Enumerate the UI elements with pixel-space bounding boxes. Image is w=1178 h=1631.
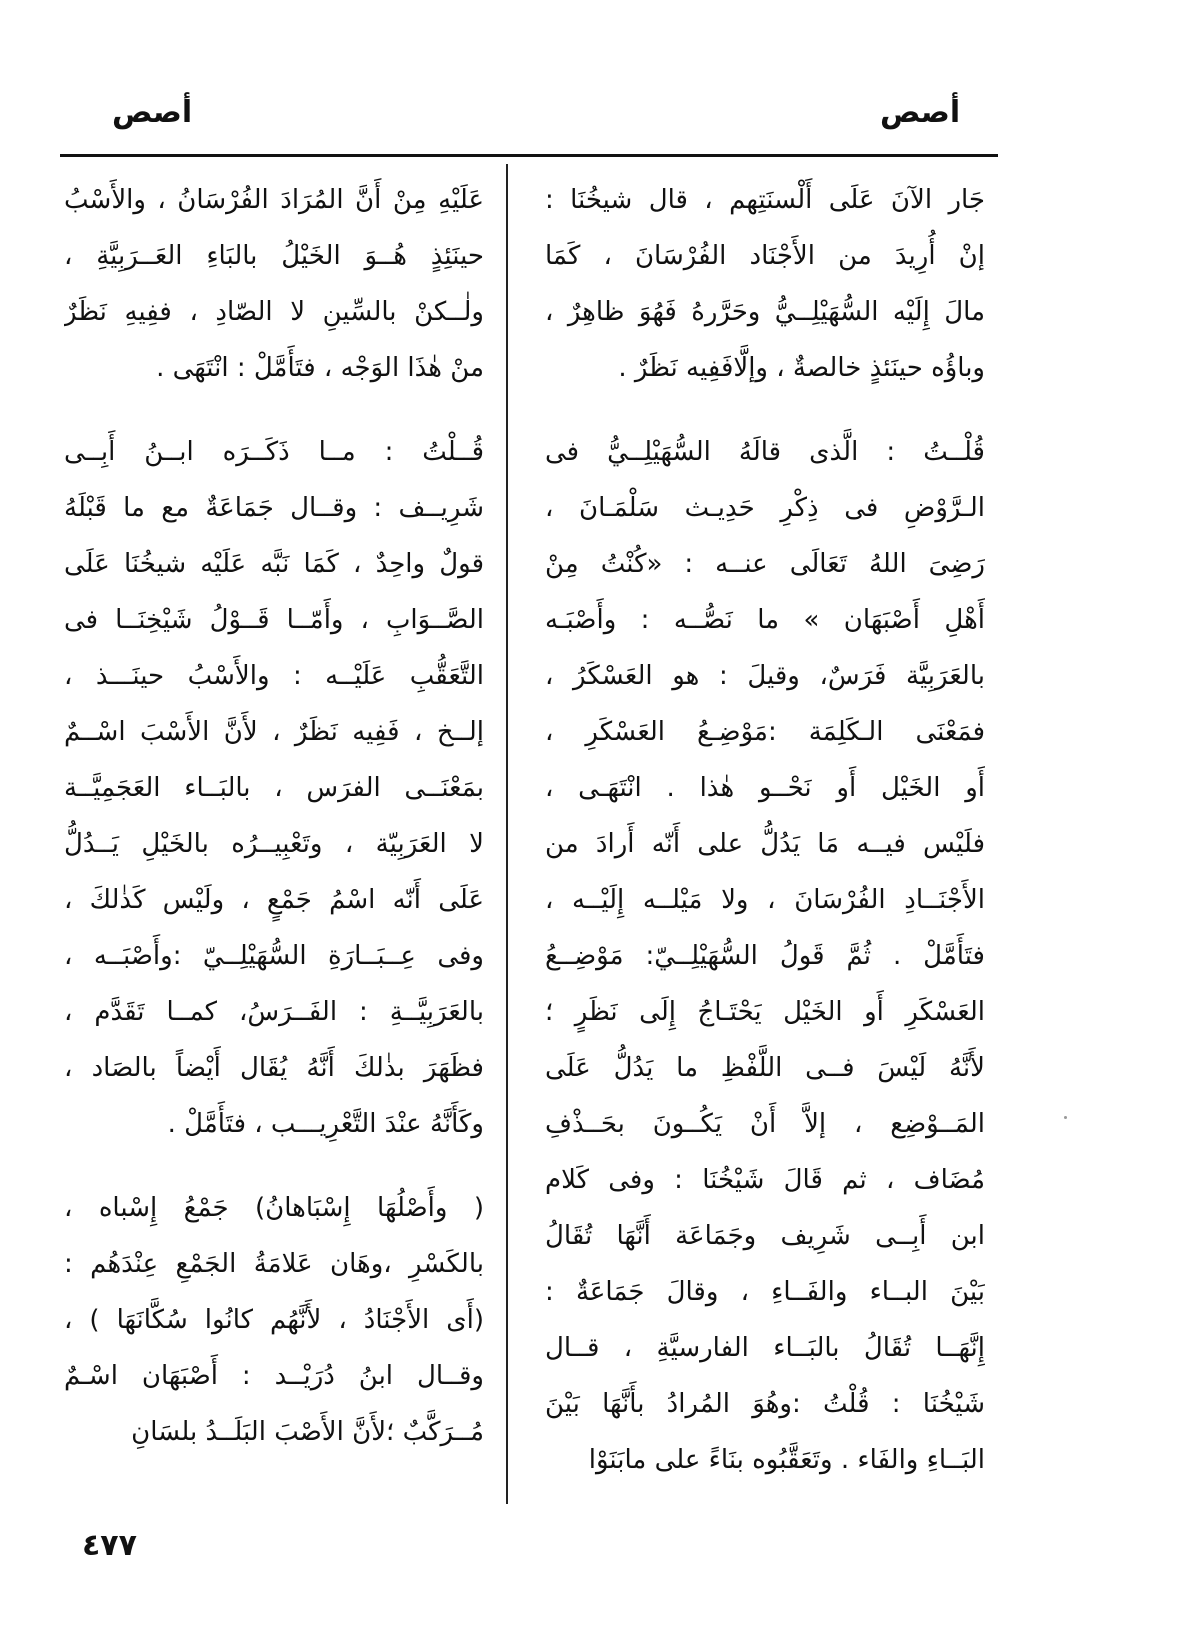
text-line: ابن أَبِــى شَرِيف وجَمَاعَة أَنَّهَا تُقَالُ bbox=[545, 1221, 985, 1251]
text-line: شَرِيــف : وقــال جَمَاعَةٌ مع ما قَبْلَهُ bbox=[64, 493, 484, 523]
text-line: المَــوْضِع ، إلاَّ أَنْ يَكُــونَ بحَــذْفِ bbox=[545, 1109, 985, 1139]
text-line: الصَّــوَابِ ، وأَمّــا قَــوْلُ شَيْخِنَــا فى bbox=[64, 605, 484, 635]
right-column bbox=[545, 172, 985, 1488]
text-line: البَــاءِ والفَاء . وتَعَقَّبُوه بنَاءً على مابَنَوْا bbox=[588, 1445, 985, 1475]
text-line: عَلَيْهِ مِنْ أَنَّ المُرَادَ الفُرْسَانُ ، والأَسْبُ bbox=[64, 185, 484, 215]
text-line: قولٌ واحِدٌ ، كَمَا نَبَّه عَلَيْه شيخُنَا عَلَى bbox=[64, 549, 484, 579]
text-line: منْ هٰذَا الوَجْه ، فتَأَمَّلْ : انْتَهَى . bbox=[156, 353, 484, 383]
text-line: بالعَرَبِيَّــةِ : الفَــرَسُ، كمــا تَقَدَّم ، bbox=[64, 997, 484, 1027]
paragraph-gap bbox=[64, 396, 484, 424]
text-line: بمَعْنَــى الفرَس ، بالبَــاء العَجَمِيَّــة bbox=[64, 773, 484, 803]
text-line: أَهْلِ أَصْبَهَان » ما نَصُّــه : وأَصْبَـه bbox=[545, 605, 985, 635]
text-line: (أَى الأَجْنَادُ ، لأَنَّهُم كانُوا سُكَّانَهَا ) ، bbox=[64, 1305, 484, 1335]
text-line: مالَ إِلَيْه السُّهَيْلِــيُّ وحَرَّرهُ فَهُوَ ظاهِرٌ ، bbox=[545, 297, 985, 327]
text-line: أَو الخَيْل أَو نَحْــو هٰذا . انْتَهَـى ، bbox=[545, 773, 985, 803]
text-line: وكَأَنَّهُ عنْدَ التَّعْرِيـــب ، فتَأَمَّلْ . bbox=[167, 1109, 484, 1139]
text-line: بالكَسْرِ ،وهَان عَلامَةُ الجَمْعِ عِنْدَهُم : bbox=[64, 1249, 484, 1279]
text-line: وباؤُه حينَئذٍ خالصةٌ ، وإلَّافَفِيه نَظَرٌ . bbox=[618, 353, 985, 383]
paragraph-gap bbox=[64, 1152, 484, 1180]
text-line: شَيْخُنَا : قُلْتُ :وهُوَ المُرادُ بأَنَّهَا بَيْنَ bbox=[545, 1389, 985, 1419]
text-line: حينَئِذٍ هُــوَ الخَيْلُ بالبَاءِ العَــرَبِيَّةِ ، bbox=[64, 241, 484, 271]
header-rule bbox=[60, 154, 998, 157]
text-line: ولٰــكنْ بالسِّينِ لا الصّادِ ، ففِيهِ نَظَرٌ bbox=[64, 297, 484, 327]
text-line: لأَنَّهُ لَيْسَ فــى اللَّفْظِ ما يَدُلُّ عَلَى bbox=[545, 1053, 985, 1083]
text-line: الـرَّوْضِ فى ذِكْرِ حَدِيـث سَلْمَـانَ ، bbox=[545, 493, 985, 523]
text-line: بَيْنَ البــاء والفَــاءِ ، وقالَ جَمَاعَةٌ : bbox=[545, 1277, 985, 1307]
text-line: فظَهَرَ بذٰلكَ أَنَّهُ يُقَال أَيْضاً بالصَاد ، bbox=[64, 1053, 484, 1083]
text-line: فلَيْس فيــه مَا يَدُلُّ على أَنّه أَرادَ من bbox=[545, 829, 985, 859]
text-line: إنْ أُرِيدَ من الأَجْنَاد الفُرْسَانَ ، كَمَا bbox=[545, 241, 985, 271]
text-line: الأَجْنَــادِ الفُرْسَانَ ، ولا مَيْلــه إِلَيْــه ، bbox=[545, 885, 985, 915]
scan-speck bbox=[1064, 1116, 1067, 1119]
text-line: ( وأَصْلُهَا إِسْبَاهانُ) جَمْعُ إِسْباه ، bbox=[64, 1193, 484, 1223]
text-line: لا العَرَبِيّة ، وتَعْبِيــرُه بالخَيْلِ يَــدُلُّ bbox=[64, 829, 484, 859]
text-line: بالعَرَبِيَّة فَرَسٌ، وقيلَ : هو العَسْكَرُ ، bbox=[545, 661, 985, 691]
text-line: وقــال ابنُ دُرَيْــد : أَصْبَهَان اسْـمٌ bbox=[64, 1361, 484, 1391]
paragraph-gap bbox=[545, 396, 985, 424]
text-line: قُــلْتُ : مــا ذَكَــرَه ابــنُ أَبِــى bbox=[64, 437, 484, 467]
text-line: جَار الآنَ عَلَى أَلْسنَتِهم ، قال شيخُنَا : bbox=[545, 185, 985, 215]
text-line: إلــخ ، فَفِيه نَظَرٌ ، لأَنَّ الأَسْبَ اسْــمٌ bbox=[64, 717, 484, 747]
text-line: وفى عِــبَــارَةِ السُّهَيْلِــيّ :وأَصْبَــه ، bbox=[64, 941, 484, 971]
running-head-right: أصص bbox=[880, 95, 961, 130]
text-line: مُضَاف ، ثم قَالَ شَيْخُنَا : وفى كَلام bbox=[545, 1165, 985, 1195]
text-line: رَضِىَ اللهُ تَعَالَى عنــه : «كُنْتُ مِنْ bbox=[545, 549, 985, 579]
text-line: العَسْكَرِ أَو الخَيْل يَحْتَـاجُ إِلَى نَظَرٍ ؛ bbox=[545, 997, 985, 1027]
text-line: فمَعْنَى الـكَلِمَة :مَوْضِـعُ العَسْكَرِ ، bbox=[545, 717, 985, 747]
text-line: إِنَّهَــا تُقَالُ بالبَــاء الفارسيَّةِ ، قــال bbox=[545, 1333, 985, 1363]
left-column bbox=[64, 172, 484, 1460]
text-line: عَلَى أَنّه اسْمُ جَمْعٍ ، ولَيْس كَذٰلكَ ، bbox=[64, 885, 484, 915]
running-head-left: أصص bbox=[112, 95, 193, 130]
text-line: فتَأَمَّلْ . ثُمَّ قَولُ السُّهَيْلِــيّ: مَوْضِــعُ bbox=[545, 941, 985, 971]
page-number: ٤٧٧ bbox=[82, 1528, 137, 1563]
text-line: قُلْــتُ : الَّذى قالَهُ السُّهَيْلِــيُّ فى bbox=[545, 437, 985, 467]
column-divider bbox=[506, 164, 508, 1504]
text-line: التَّعَقُّبِ عَلَيْــه : والأَسْبُ حينَـــذ ، bbox=[64, 661, 484, 691]
text-line: مُــرَكَّبٌ ؛لأَنَّ الأَصْبَ البَلَــدُ بلسَانِ bbox=[131, 1417, 484, 1447]
